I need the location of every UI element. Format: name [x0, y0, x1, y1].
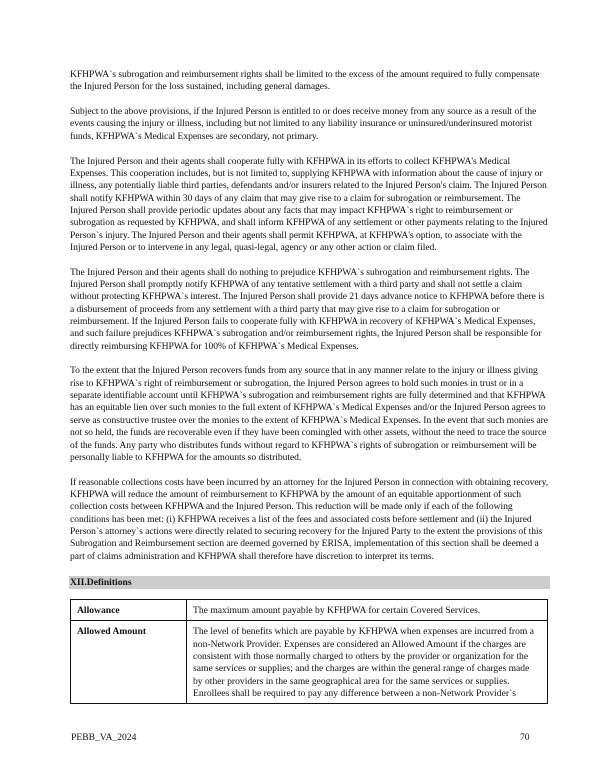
definition-text: The maximum amount payable by KFHPWA for certain Covered Services. [187, 600, 548, 621]
paragraph-subrogation-limit: KFHPWA`s subrogation and reimbursement rights shall be limited to the excess of the amount required to fully compensate the Injured Person for the loss sustained, including general damages. [70, 69, 540, 93]
table-row [71, 600, 548, 621]
section-title: XII.Definitions [70, 577, 132, 588]
definitions-table [70, 599, 548, 704]
paragraph-trust-funds: To the extent that the Injured Person recovers funds from any source that in any manner relate to the injury or illness giving rise to KFHPWA`s right of reimbursement or subrogation, the Injured Person agrees to hold such monies in trust or in a separate identifiable account until KFHPWA`s subrogation and reimbursement rights are fully determined and that KFHPWA has an equitable lien over such monies to the full extent of KFHPWA`s Medical Expenses and/or the Injured Person agrees to serve as constructive trustee over the monies to the extent of KFHPWA`s Medical Expenses. In the event that such monies are not so held, the funds are recoverable even if they have been comingled with other assets, without the need to trace the source of the funds. Any party who distributes funds without regard to KFHPWA`s rights of subrogation or reimbursement will be personally liable to KFHPWA for the amounts so distributed. [70, 365, 548, 463]
paragraph-secondary-coverage: Subject to the above provisions, if the Injured Person is entitled to or does receive money from any source as a result of the events causing the injury or illness, including but not limited to any liability insurance or uninsured/underinsured motorist funds, KFHPWA`s Medical Expenses are secondary, not primary. [70, 106, 537, 142]
paragraph-collection-costs: If reasonable collections costs have been incurred by an attorney for the Injured Person in connection with obtaining recovery, KFHPWA will reduce the amount of reimbursement to KFHPWA by the amount of an equitable apportionment of such collection costs between KFHPWA and the Injured Person. This reduction will be made only if each of the following conditions has been met: (i) KFHPWA receives a list of the fees and associated costs before settlement and (ii) the Injured Person`s attorney`s actions were directly related to securing recovery for the Injured Party to the extent the provisions of this Subrogation and Reimbursement section are deemed governed by ERISA, implementation of this section shall be deemed a part of claims administration and KFHPWA shall therefore have discretion to interpret its terms. [70, 476, 549, 562]
definition-term: Allowed Amount [71, 621, 187, 704]
paragraph-no-prejudice: The Injured Person and their agents shall do nothing to prejudice KFHPWA`s subrogation and reimbursement rights. The Injured Person shall promptly notify KFHPWA of any tentative settlement with a third party and shall not settle a claim without protecting KFHPWA`s interest. The Injured Person shall provide 21 days advance notice to KFHPWA before there is a disbursement of proceeds from any settlement with a third party that may give rise to a claim for subrogation or reimbursement. If the Injured Person fails to cooperate fully with KFHPWA in recovery of KFHPWA`s Medical Expenses, and such failure prejudices KFHPWA`s subrogation and/or reimbursement rights, the Injured Person shall be responsible for directly reimbursing KFHPWA for 100% of KFHPWA`s Medical Expenses. [70, 266, 545, 352]
definition-term: Allowance [71, 600, 187, 621]
paragraph-cooperation: The Injured Person and their agents shall cooperate fully with KFHPWA in its efforts to collect KFHPWA's Medical Expenses. This cooperation includes, but is not limited to, supplying KFHPWA with information about the cause of injury or illness, any potentially liable third parties, defendants and/or insurers related to the Injured Person's claim. The Injured Person shall notify KFHPWA within 30 days of any claim that may give rise to a claim for subrogation or reimbursement. The Injured Person shall provide periodic updates about any facts that may impact KFHPWA`s right to reimbursement or subrogation as requested by KFHPWA, and shall inform KFHPWA of any settlement or other payments relating to the Injured Person`s injury. The Injured Person and their agents shall permit KFHPWA, at KFHPWA's option, to associate with the Injured Person or to intervene in any legal, quasi-legal, agency or any other action or claim filed. [70, 155, 548, 253]
footer-page-number: 70 [520, 732, 530, 743]
footer-doc-id: PEBB_VA_2024 [71, 732, 137, 743]
table-row [71, 621, 548, 704]
document-body [70, 69, 550, 575]
section-header-bar [69, 576, 550, 589]
definition-text: The level of benefits which are payable by KFHPWA when expenses are incurred from a non-Network Provider. Expenses are considered an Allowed Amount if the charges are consistent with those normally charged to others by the provider or organization for the same services or supplies; and the charges are within the general range of charges made by other providers in the same geographical area for the same services or supplies. Enrollees shall be required to pay any difference between a non-Network Provider`s [187, 621, 548, 704]
